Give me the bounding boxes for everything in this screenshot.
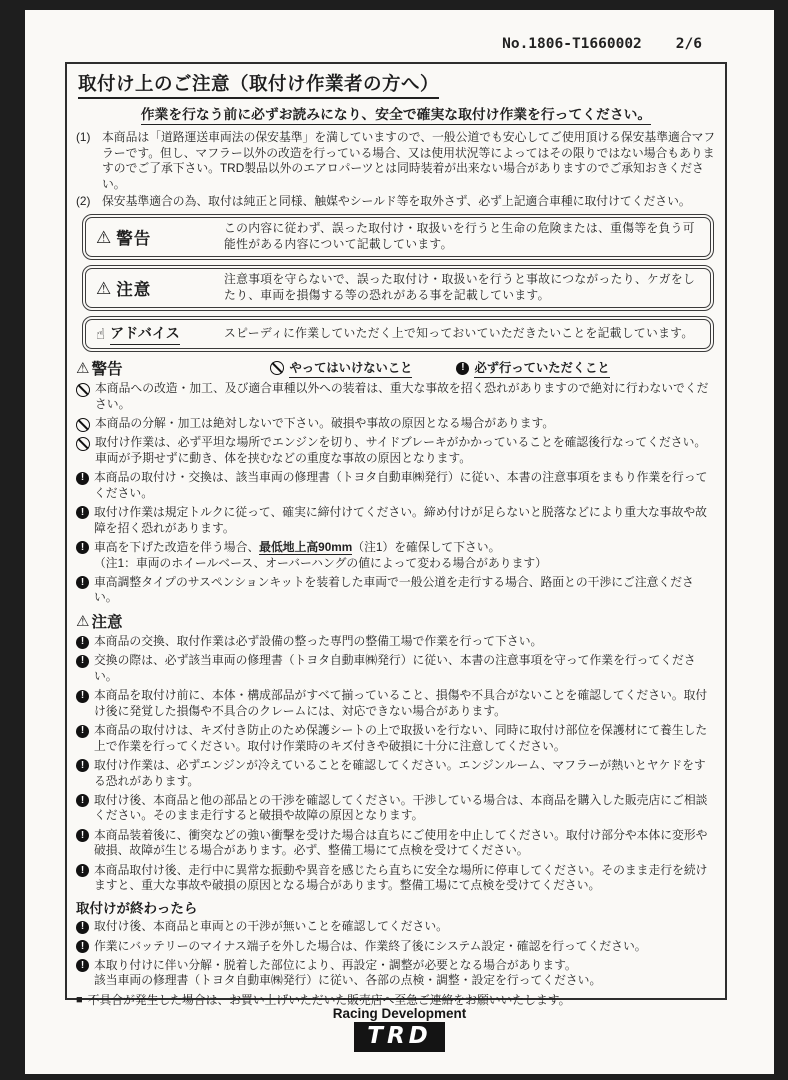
- caution-item: [76, 828, 716, 859]
- mandatory-icon: !: [76, 725, 89, 738]
- doc-number: No.1806-T1660002: [502, 36, 642, 52]
- legend-box-caution: [82, 265, 714, 311]
- legend-warning-label: [96, 225, 214, 249]
- caution-item: [76, 653, 716, 684]
- caution-item-text: 取付け作業は、必ずエンジンが冷えていることを確認してください。エンジンルーム、マフラーが熱いとヤケドをする恐れがあります。: [94, 757, 706, 788]
- prohibit-icon: [76, 383, 90, 397]
- mandatory-icon: !: [76, 940, 89, 953]
- intro-item: [76, 130, 716, 193]
- legend-caution-description: 注意事項を守らないで、誤った取付け・取扱いを行うと事故につながったり、ケガをしたり、車両を損傷する等の恐れがある事を記載しています。: [224, 272, 696, 303]
- caution-item-text: 本商品装着後に、衝突などの強い衝撃を受けた場合は直ちにご使用を中止してください。取付け部分や本体に変形や破損、故障が生じる場合があります。必ず、整備工場にて点検を受けてください。: [94, 827, 708, 858]
- intro-number: (2): [76, 193, 91, 208]
- mandatory-icon: !: [76, 864, 89, 877]
- finish-item-text: [94, 958, 716, 989]
- racing-development-text: Racing Development: [332, 1006, 467, 1021]
- legend-mandatory: [456, 358, 609, 378]
- item-note: （注1：車両のホイールベース、オーバーハングの値によって変わる場合があります）: [94, 555, 547, 570]
- finish-item-line1: 本取り付けに伴い分解・脱着した部位により、再設定・調整が必要となる場合があります。: [94, 957, 577, 972]
- warning-item: [76, 540, 716, 571]
- finish-item: [76, 939, 716, 955]
- warning-section-title: [76, 357, 122, 379]
- mandatory-icon: !: [456, 362, 469, 375]
- mandatory-icon: !: [76, 794, 89, 807]
- legend-prohibit-text: やってはいけないこと: [289, 358, 412, 378]
- warning-triangle-icon: ⚠: [96, 227, 112, 247]
- document-page: [25, 10, 774, 1074]
- caution-item: [76, 723, 716, 754]
- legend-prohibit: [270, 358, 412, 378]
- item-text-post: （注1）を確保して下さい。: [352, 539, 501, 554]
- warning-triangle-icon: ⚠: [76, 359, 90, 377]
- prohibit-icon: [76, 418, 90, 432]
- finish-item: [76, 958, 716, 989]
- prohibit-icon: [270, 361, 284, 375]
- document-header: [25, 36, 702, 52]
- mandatory-icon: !: [76, 759, 89, 772]
- warning-item-text: 本商品への改造・加工、及び適合車種以外への装着は、重大な事故を招く恐れがありますので絶対に行わないでください。: [95, 381, 709, 411]
- mandatory-icon: !: [76, 690, 89, 703]
- caution-section-header: [76, 610, 716, 632]
- finish-item: [76, 919, 716, 935]
- finish-item-text: 作業にバッテリーのマイナス端子を外した場合は、作業終了後にシステム設定・確認を行ってください。: [94, 938, 647, 953]
- legend-advice-label: [96, 323, 214, 345]
- intro-number: (1): [76, 130, 91, 144]
- trd-logo: [354, 1022, 445, 1052]
- warning-item-text: 車高調整タイプのサスペンションキットを装着した車両で一般公道を走行する場合、路面との干渉にご注意ください。: [94, 574, 694, 605]
- legend-label-text: 注意: [116, 281, 152, 300]
- trd-logo-text: TRD: [367, 1023, 432, 1049]
- page-subtitle: 作業を行なう前に必ずお読みになり、安全で確実な取付け作業を行ってください。: [141, 103, 651, 125]
- item-text-pre: 車高を下げた改造を伴う場合、: [94, 539, 260, 554]
- finish-item-line2: 該当車両の修理書（トヨタ自動車㈱発行）に従い、各部の点検・調整・設定を行ってください。: [94, 973, 602, 988]
- intro-item: [76, 194, 716, 210]
- warning-item-text: 本商品の取付け・交換は、該当車両の修理書（トヨタ自動車㈱発行）に従い、本書の注意事項をまもり作業を行ってください。: [94, 470, 708, 500]
- mandatory-icon: !: [76, 921, 89, 934]
- caution-section-title: [76, 610, 122, 632]
- square-bullet-icon: ■: [76, 993, 83, 1006]
- legend-box-warning-inner: [85, 217, 711, 257]
- caution-item: [76, 634, 716, 650]
- finish-items: [76, 919, 716, 1008]
- warning-item-text: 取付け作業は、必ず平坦な場所でエンジンを切り、サイドブレーキがかかっていることを確認後行なってください。車両が予期せずに動き、体を挟むなどの重度な事故の原因となります。: [95, 435, 707, 465]
- min-ground-clearance: 最低地上高90mm: [259, 539, 353, 554]
- finish-section-title: 取付けが終わったら: [76, 901, 198, 917]
- caution-item: [76, 793, 716, 824]
- warning-triangle-icon: ⚠: [96, 278, 112, 298]
- legend-box-advice-inner: [85, 319, 711, 349]
- prohibit-icon: [76, 437, 90, 451]
- warning-heading-text: 警告: [91, 361, 123, 379]
- page-title: 取付け上のご注意（取付け作業者の方へ）: [78, 70, 439, 99]
- warning-triangle-icon: ⚠: [76, 612, 90, 630]
- main-notice-box: [65, 62, 727, 1007]
- finish-item-text: 取付け後、本商品と車両との干渉が無いことを確認してください。: [94, 919, 448, 934]
- caution-item-text: 本商品取付け後、走行中に異常な振動や異音を感じたら直ちに安全な場所に停車してください。そのまま走行を続けますと、重大な事故や破損の原因となる場合があります。整備工場にて点検を受けてください。: [94, 862, 708, 893]
- caution-item-text: 交換の際は、必ず該当車両の修理書（トヨタ自動車㈱発行）に従い、本書の注意事項を守って作業を行ってください。: [94, 653, 696, 683]
- legend-label-text: アドバイス: [110, 323, 180, 345]
- legend-box-caution-inner: [85, 268, 711, 308]
- warning-item: [76, 505, 716, 536]
- warning-item-text: [94, 540, 716, 571]
- mandatory-icon: !: [76, 541, 89, 554]
- mandatory-icon: !: [76, 655, 89, 668]
- warning-item: [76, 470, 716, 501]
- warning-item: [76, 435, 716, 466]
- warning-item: [76, 381, 716, 412]
- legend-warning-description: この内容に従わず、誤った取付け・取扱いを行うと生命の危険または、重傷等を負う可能性がある内容について記載しています。: [224, 221, 695, 252]
- mandatory-icon: !: [76, 829, 89, 842]
- legend-label-text: 警告: [116, 230, 152, 249]
- mandatory-icon: !: [76, 636, 89, 649]
- legend-advice-description: スピーディに作業していただく上で知っておいていただきたいことを記載しています。: [224, 326, 694, 341]
- legend-box-warning: [82, 214, 714, 260]
- intro-text: 保安基準適合の為、取付は純正と同様、触媒やシールド等を取外さず、必ず上記適合車種に取付けてください。: [102, 193, 691, 208]
- warning-item: [76, 416, 716, 432]
- warning-section-header: [76, 357, 716, 379]
- caution-item: [76, 688, 716, 719]
- mandatory-icon: !: [76, 472, 89, 485]
- mandatory-icon: !: [76, 959, 89, 972]
- warning-item-text: 取付け作業は規定トルクに従って、確実に締付けてください。締め付けが足らないと脱落などにより重大な事故や故障を招く恐れがあります。: [94, 504, 707, 535]
- caution-item-text: 取付け後、本商品と他の部品との干渉を確認してください。干渉している場合は、本商品を購入した販売店にご相談ください。そのまま走行すると破損や故障の原因となります。: [94, 792, 708, 823]
- warning-item: [76, 575, 716, 606]
- caution-items: [76, 634, 716, 894]
- mandatory-icon: !: [76, 506, 89, 519]
- pointing-hand-icon: ☝: [96, 325, 106, 343]
- caution-item-text: 本商品を取付け前に、本体・構成部品がすべて揃っていること、損傷や不具合がないことを確認してください。取付け後に発覚した損傷や不具合のクレームには、対応できない場合があります。: [94, 688, 708, 718]
- legend-caution-label: [96, 276, 214, 300]
- caution-item-text: 本商品の交換、取付作業は必ず設備の整った専門の整備工場で作業を行って下さい。: [94, 634, 543, 649]
- footer-logo-area: [25, 1006, 774, 1052]
- caution-heading-text: 注意: [91, 614, 123, 632]
- caution-item: [76, 863, 716, 894]
- intro-paragraphs: [76, 130, 716, 209]
- legend-box-advice: [82, 316, 714, 352]
- caution-item: [76, 758, 716, 789]
- intro-text: 本商品は「道路運送車両法の保安基準」を満していますので、一般公道でも安心してご使用頂ける保安基準適合マフラーです。但し、マフラー以外の改造を行っている場合、又は使用状況等によってはその限りではない場合もありますのでご了承下さい。TRD製品以外のエアロパーツとは同時装着が出来ない場合がありますのでご承知おきください。: [102, 130, 716, 192]
- legend-mandatory-text: 必ず行っていただくこと: [474, 358, 609, 378]
- warning-item-text: 本商品の分解・加工は絶対しないで下さい。破損や事故の原因となる場合があります。: [95, 416, 555, 430]
- finish-item-text: 不具合が発生した場合は、お買い上げいただいた販売店へ至急ご連絡をお願いいたします。: [87, 992, 571, 1007]
- page-indicator: 2/6: [675, 36, 702, 52]
- mandatory-icon: !: [76, 576, 89, 589]
- caution-item-text: 本商品の取付けは、キズ付き防止のため保護シートの上で取扱いを行ない、同時に取付け部位を保護材にて養生した上で作業を行ってください。取付け作業時のキズ付きや破損に十分に注意してください。: [94, 723, 708, 753]
- warning-items: [76, 381, 716, 606]
